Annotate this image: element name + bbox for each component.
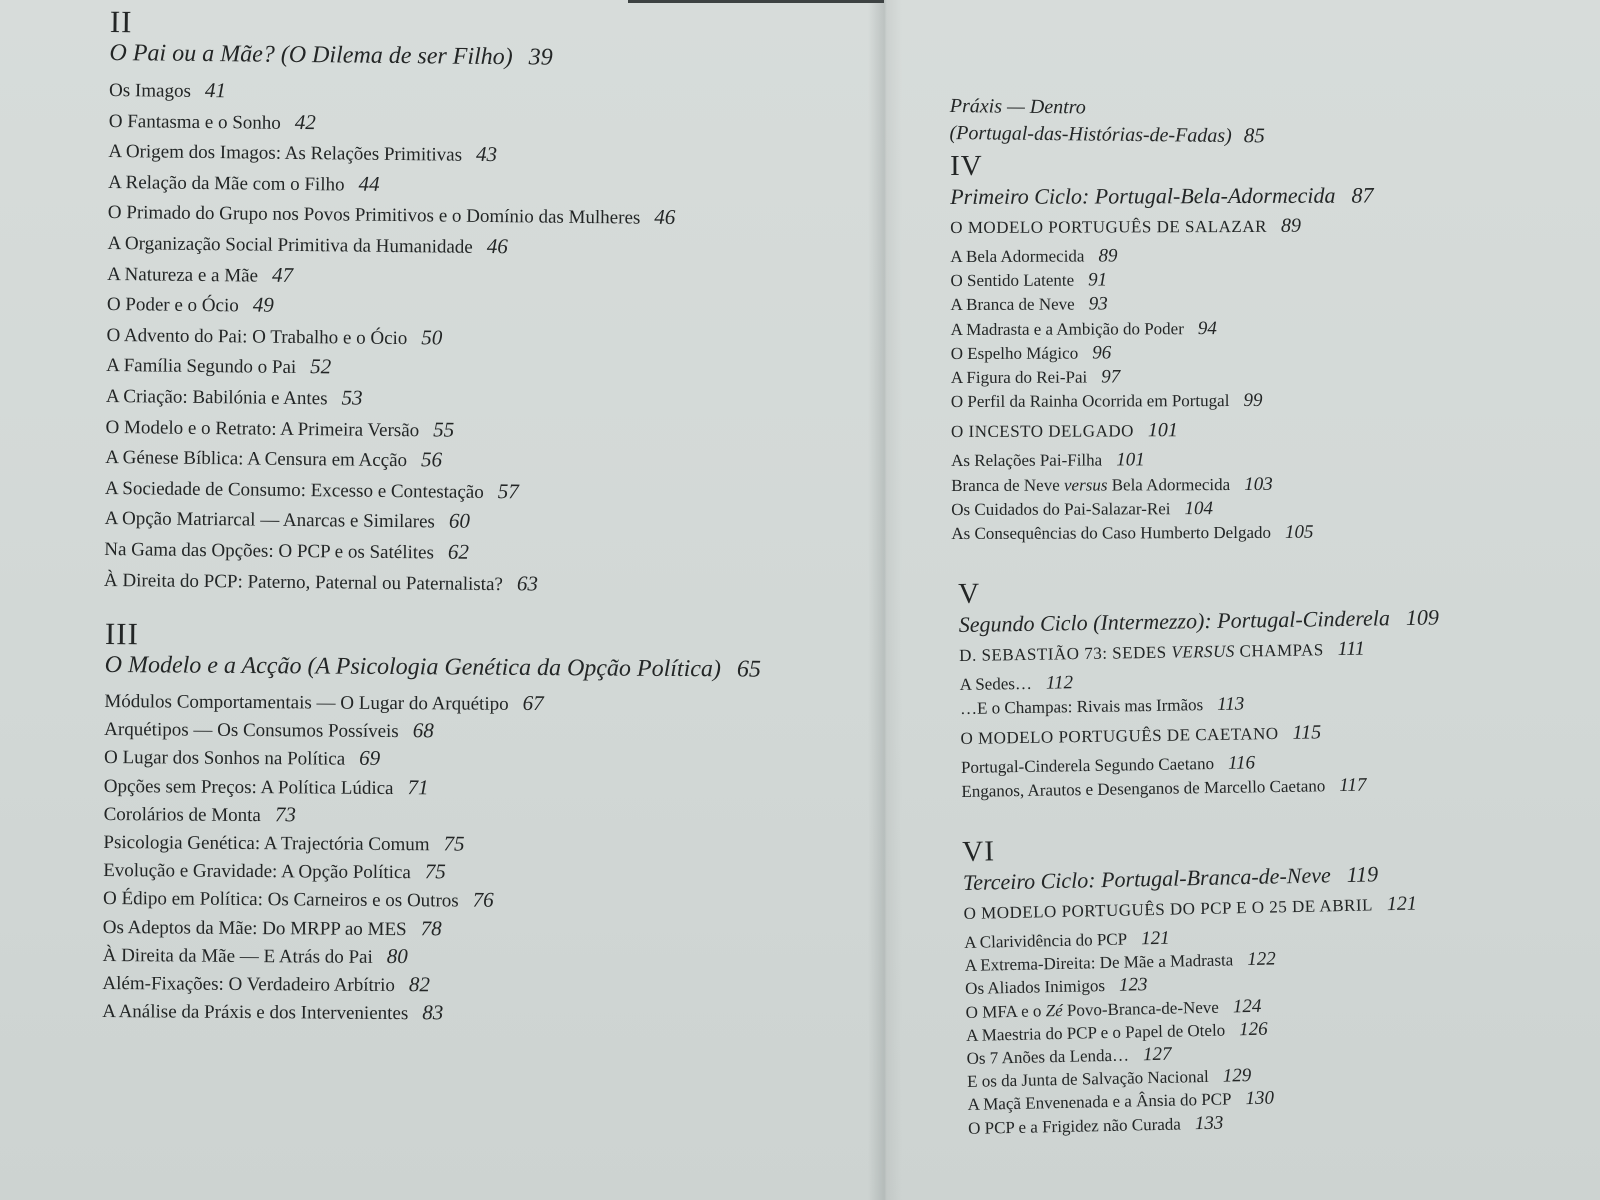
entry-page: 124 (1232, 995, 1262, 1017)
entry-page: 94 (1197, 317, 1217, 339)
entry-text: O Fantasma e o Sonho (108, 110, 281, 134)
entry-page: 49 (252, 292, 274, 317)
entry-text: A Madrasta e a Ambição do Poder (950, 318, 1184, 339)
section-text-after: CHAMPAS (1239, 640, 1324, 661)
section-page: 111 (1337, 637, 1365, 661)
entry-text-versus: versus (1063, 475, 1108, 495)
entry-text: Além-Fixações: O Verdadeiro Arbítrio (102, 973, 396, 997)
entry-text: A Maçã Envenenada e a Ânsia do PCP (967, 1089, 1232, 1115)
chapter-page-number: 65 (736, 656, 762, 683)
entry-page: 101 (1116, 449, 1145, 471)
entry-page: 62 (447, 539, 470, 564)
entry-page: 127 (1142, 1043, 1172, 1066)
entry-page: 99 (1243, 390, 1263, 412)
entry-text: Psicologia Genética: A Trajectória Comum (103, 832, 430, 856)
toc-section (959, 636, 1439, 667)
chapter-title (109, 40, 677, 73)
chapter-numeral: IV (950, 149, 983, 182)
entry-text: Os Cuidados do Pai-Salazar-Rei (951, 499, 1171, 519)
chapter-title (105, 652, 761, 684)
entry-page: 75 (424, 859, 446, 884)
chapter-page-number: 119 (1346, 861, 1379, 887)
toc-section (951, 419, 1374, 443)
entry-page: 126 (1238, 1018, 1268, 1041)
entry-page: 68 (412, 718, 434, 743)
entry-page: 123 (1118, 974, 1148, 997)
section-text: O MODELO PORTUGUÊS DO PCP E O 25 DE ABRIL (963, 895, 1374, 923)
book-gutter (868, 0, 902, 1200)
chapter-vi-block (962, 827, 1422, 1140)
entry-text: O Advento do Pai: O Trabalho e o Ócio (106, 324, 408, 349)
entry-page: 43 (475, 142, 498, 167)
toc-entry (104, 743, 760, 776)
toc-entry (951, 340, 1374, 366)
entry-text: A Criação: Babilónia e Antes (105, 385, 328, 410)
entry-page: 71 (407, 774, 429, 799)
entry-page: 78 (420, 915, 442, 940)
entry-page: 46 (486, 233, 508, 259)
entry-page: 89 (1098, 245, 1118, 267)
entry-page: 53 (341, 385, 363, 410)
entry-page: 130 (1245, 1087, 1275, 1110)
entry-text: …E o Champas: Rivais mas Irmãos (959, 695, 1204, 718)
entry-text: A Relação da Mãe com o Filho (108, 171, 345, 196)
toc-entry (951, 521, 1374, 547)
chapter-title-text: Segundo Ciclo (Intermezzo): Portugal-Cinderela (958, 605, 1391, 637)
toc-entry (951, 389, 1374, 415)
entry-page: 47 (271, 262, 294, 287)
entry-page: 129 (1222, 1065, 1252, 1087)
entry-text: O Espelho Mágico (950, 343, 1079, 363)
section-page: 115 (1292, 721, 1322, 744)
entry-page: 67 (522, 690, 544, 716)
entry-text: Enganos, Arautos e Desenganos de Marcello Caetano (961, 776, 1326, 801)
entry-page: 44 (358, 171, 380, 196)
entry-page: 105 (1284, 521, 1314, 543)
entry-text: A Opção Matriarcal — Anarcas e Similares (104, 508, 436, 533)
chapter-page-number: 39 (528, 44, 553, 71)
chapter-numeral: VI (962, 835, 996, 868)
toc-entry (104, 772, 760, 805)
continuation-text: (Portugal-das-Histórias-de-Fadas) (949, 121, 1232, 147)
chapter-numeral: II (109, 4, 133, 40)
entry-page: 113 (1217, 693, 1245, 715)
entry-page: 50 (421, 325, 443, 350)
entry-text: A Sociedade de Consumo: Excesso e Contestação (104, 477, 484, 503)
section-text: O INCESTO DELGADO (950, 421, 1134, 442)
entry-text: Os Adeptos da Mãe: Do MRPP ao MES (102, 916, 407, 940)
toc-entry (950, 268, 1373, 294)
entry-page: 117 (1339, 774, 1367, 797)
toc-entry (104, 687, 760, 720)
entry-text: Na Gama das Opções: O PCP e os Satélites (104, 538, 435, 564)
entry-text: O Modelo e o Retrato: A Primeira Versão (105, 416, 420, 441)
entry-text: A Bela Adormecida (950, 246, 1085, 266)
toc-entry (104, 800, 760, 833)
toc-entry (951, 448, 1374, 474)
entry-page: 93 (1088, 293, 1108, 315)
continuation-block (949, 93, 1265, 149)
entry-list (104, 75, 677, 601)
toc-entry (104, 564, 672, 601)
entry-text: A Análise da Práxis e dos Intervenientes (102, 1001, 409, 1025)
section-text: O MODELO PORTUGUÊS DE SALAZAR (950, 216, 1267, 237)
chapter-title-text: O Modelo e a Acção (A Psicologia Genética da Opção Política) (104, 651, 722, 683)
entry-list (102, 687, 761, 1030)
chapter-ii-block (104, 6, 678, 601)
toc-entry (102, 997, 758, 1030)
toc-entry (951, 316, 1374, 342)
entry-page: 80 (386, 943, 408, 968)
entry-text: Os Aliados Inimigos (965, 976, 1106, 999)
toc-entry (951, 472, 1374, 498)
entry-page: 42 (294, 109, 316, 134)
entry-text: O Poder e o Ócio (106, 294, 239, 317)
toc-entry (950, 244, 1373, 270)
entry-text: A Organização Social Primitiva da Humanidade (107, 232, 473, 258)
chapter-iii-block (102, 618, 761, 1030)
entry-text: A Sedes… (959, 673, 1033, 694)
chapter-title-text: Primeiro Ciclo: Portugal-Bela-Adormecida (950, 182, 1336, 209)
chapter-title (959, 604, 1440, 638)
entry-page: 122 (1247, 948, 1276, 971)
chapter-title (950, 183, 1373, 210)
toc-entry (951, 496, 1374, 522)
entry-text: Módulos Comportamentais — O Lugar do Arquétipo (104, 690, 509, 715)
entry-page: 55 (433, 416, 455, 442)
entry-text: O PCP e a Frigidez não Curada (967, 1114, 1182, 1138)
entry-text: A Extrema-Direita: De Mãe a Madrasta (964, 950, 1234, 976)
section-page: 89 (1280, 214, 1301, 237)
entry-text: As Consequências do Caso Humberto Delgado (951, 522, 1272, 544)
entry-page: 116 (1227, 752, 1256, 774)
entry-text: O Sentido Latente (950, 270, 1075, 291)
toc-section (963, 892, 1417, 924)
entry-page: 56 (420, 447, 443, 472)
section-page: 101 (1147, 419, 1178, 442)
continuation-page: 85 (1243, 123, 1265, 148)
chapter-page-number: 109 (1405, 604, 1440, 630)
entry-page: 57 (497, 478, 519, 504)
entry-page: 83 (422, 1000, 444, 1025)
entry-text: À Direita do PCP: Paterno, Paternal ou Paternalista? (103, 569, 503, 595)
toc-entry (104, 715, 760, 748)
entry-page: 112 (1045, 672, 1074, 694)
toc-entry (103, 941, 759, 974)
entry-text: Os 7 Anões da Lenda… (966, 1045, 1130, 1068)
entry-page: 60 (448, 508, 471, 534)
entry-text: A Origem dos Imagos: As Relações Primitivas (108, 141, 463, 166)
entry-page: 46 (654, 205, 676, 230)
entry-text: O Lugar dos Sonhos na Política (103, 747, 346, 771)
entry-page: 96 (1092, 342, 1112, 364)
entry-page: 73 (274, 802, 296, 827)
section-text-before: D. SEBASTIÃO 73: SEDES (959, 642, 1167, 665)
entry-page: 52 (310, 354, 332, 379)
entry-text-italic: Zé (1045, 1000, 1063, 1020)
entry-text: À Direita da Mãe — E Atrás do Pai (102, 944, 373, 968)
entry-page: 63 (516, 570, 539, 596)
toc-section (950, 215, 1373, 239)
entry-page: 103 (1244, 473, 1273, 495)
continuation-line-2 (949, 119, 1264, 149)
toc-entry (103, 884, 759, 917)
entry-text: E os da Junta de Salvação Nacional (966, 1067, 1209, 1092)
section-text: O MODELO PORTUGUÊS DE CAETANO (960, 723, 1279, 748)
chapter-numeral: III (104, 616, 139, 652)
entry-page: 133 (1194, 1112, 1224, 1134)
toc-entry (103, 913, 759, 946)
entry-text: Opções sem Preços: A Política Lúdica (103, 775, 394, 799)
section-text-versus: VERSUS (1171, 641, 1235, 662)
entry-page: 91 (1088, 269, 1108, 291)
entry-text: Arquétipos — Os Consumos Possíveis (104, 719, 399, 743)
toc-entry (951, 365, 1374, 391)
chapter-numeral: V (958, 577, 981, 610)
entry-page: 97 (1101, 366, 1121, 388)
toc-entry (951, 292, 1374, 318)
toc-section (960, 719, 1440, 750)
entry-text: A Génese Bíblica: A Censura em Acção (105, 447, 408, 472)
chapter-iv-block (950, 149, 1375, 547)
entry-text-after: Bela Adormecida (1111, 474, 1231, 495)
entry-page: 121 (1140, 927, 1170, 950)
entry-page: 82 (408, 972, 431, 997)
entry-page: 104 (1184, 497, 1213, 520)
entry-text-after: Povo-Branca-de-Neve (1066, 997, 1220, 1020)
toc-entry (103, 856, 759, 889)
entry-text-before: Branca de Neve (951, 475, 1060, 495)
section-page: 121 (1386, 892, 1418, 916)
entry-text: O Primado do Grupo nos Povos Primitivos e o Domínio das Mulheres (107, 202, 641, 229)
entry-text: Evolução e Gravidade: A Opção Política (103, 860, 411, 884)
toc-entry (102, 969, 758, 1002)
entry-text: A Branca de Neve (950, 294, 1075, 315)
entry-text: A Figura do Rei-Pai (950, 367, 1088, 388)
entry-page: 41 (204, 77, 227, 103)
entry-text: Portugal-Cinderela Segundo Caetano (960, 754, 1215, 777)
continuation-line-1: Práxis — Dentro (949, 94, 1086, 119)
entry-text: A Maestria do PCP e o Papel de Otelo (965, 1020, 1226, 1045)
entry-text: Corolários de Monta (103, 803, 261, 826)
entry-page: 75 (443, 831, 465, 856)
entry-text: O Édipo em Política: Os Carneiros e os Outros (102, 888, 459, 912)
chapter-title-text: O Pai ou a Mãe? (O Dilema de ser Filho) (109, 39, 513, 71)
toc-entry (103, 828, 759, 861)
entry-text: A Família Segundo o Pai (106, 355, 297, 379)
page-top-edge (628, 0, 884, 3)
entry-text: Os Imagos (109, 79, 192, 102)
entry-text: A Natureza e a Mãe (107, 263, 259, 287)
entry-text: As Relações Pai-Filha (951, 450, 1103, 471)
entry-text: A Clarividência do PCP (964, 929, 1128, 952)
chapter-title-text: Terceiro Ciclo: Portugal-Branca-de-Neve (962, 862, 1331, 895)
chapter-v-block (958, 570, 1442, 804)
entry-text: O Perfil da Rainha Ocorrida em Portugal (950, 391, 1230, 412)
entry-text-before: O MFA e o (965, 1000, 1042, 1022)
entry-page: 76 (472, 887, 494, 913)
chapter-page-number: 87 (1351, 182, 1374, 208)
entry-page: 69 (359, 746, 381, 771)
